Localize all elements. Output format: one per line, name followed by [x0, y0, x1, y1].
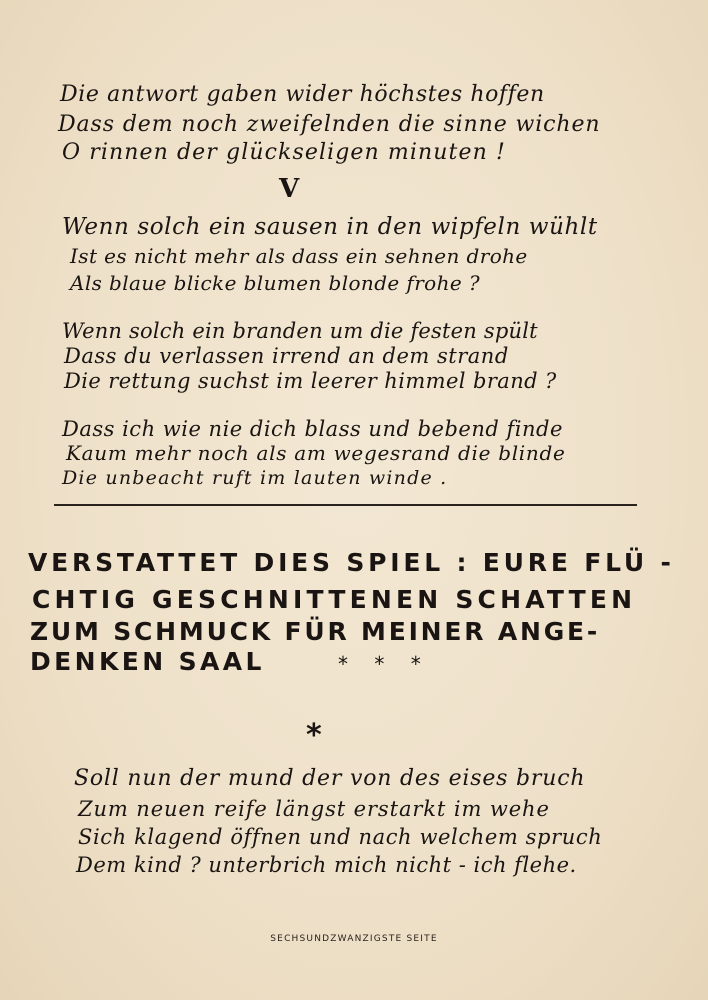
poem-line: Wenn solch ein branden um die festen spült — [62, 319, 538, 343]
divider-star-icon: * — [306, 718, 322, 753]
poem-line: Dass du verlassen irrend an dem strand — [64, 344, 509, 368]
horizontal-rule — [54, 504, 637, 506]
page-footer: SECHSUNDZWANZIGSTE SEITE — [270, 934, 438, 944]
poem-line: Soll nun der mund der von des eises bruch — [74, 766, 586, 791]
poem-line: Kaum mehr noch als am wegesrand die blinde — [66, 441, 566, 465]
poem-line: Zum neuen reife längst erstarkt im wehe — [78, 797, 550, 821]
poem-line: Dass ich wie nie dich blass und bebend finde — [62, 417, 563, 441]
poem-line: Die rettung suchst im leerer himmel brand ? — [64, 369, 557, 393]
dedication-line: VERSTATTET DIES SPIEL : EURE FLÜ - — [28, 548, 675, 577]
poem-line: Dass dem noch zweifelnden die sinne wichen — [58, 112, 601, 137]
dedication-stars: * * * — [338, 652, 431, 676]
poem-line: Dem kind ? unterbrich mich nicht - ich flehe. — [76, 853, 577, 877]
poem-line: Ist es nicht mehr als dass ein sehnen drohe — [70, 244, 528, 268]
dedication-line: DENKEN SAAL — [30, 647, 265, 676]
poem-line: Die unbeacht ruft im lauten winde . — [62, 467, 448, 489]
poem-line: Sich klagend öffnen und nach welchem spruch — [78, 825, 603, 849]
poem-line: Wenn solch ein sausen in den wipfeln wühlt — [62, 214, 598, 240]
poem-line: Die antwort gaben wider höchstes hoffen — [60, 82, 545, 107]
poem-line: O rinnen der glückseligen minuten ! — [62, 140, 506, 165]
section-numeral: V — [279, 174, 300, 204]
dedication-line: CHTIG GESCHNITTENEN SCHATTEN — [32, 585, 637, 614]
poem-line: Als blaue blicke blumen blonde frohe ? — [70, 271, 481, 295]
dedication-line: ZUM SCHMUCK FÜR MEINER ANGE- — [30, 617, 601, 646]
